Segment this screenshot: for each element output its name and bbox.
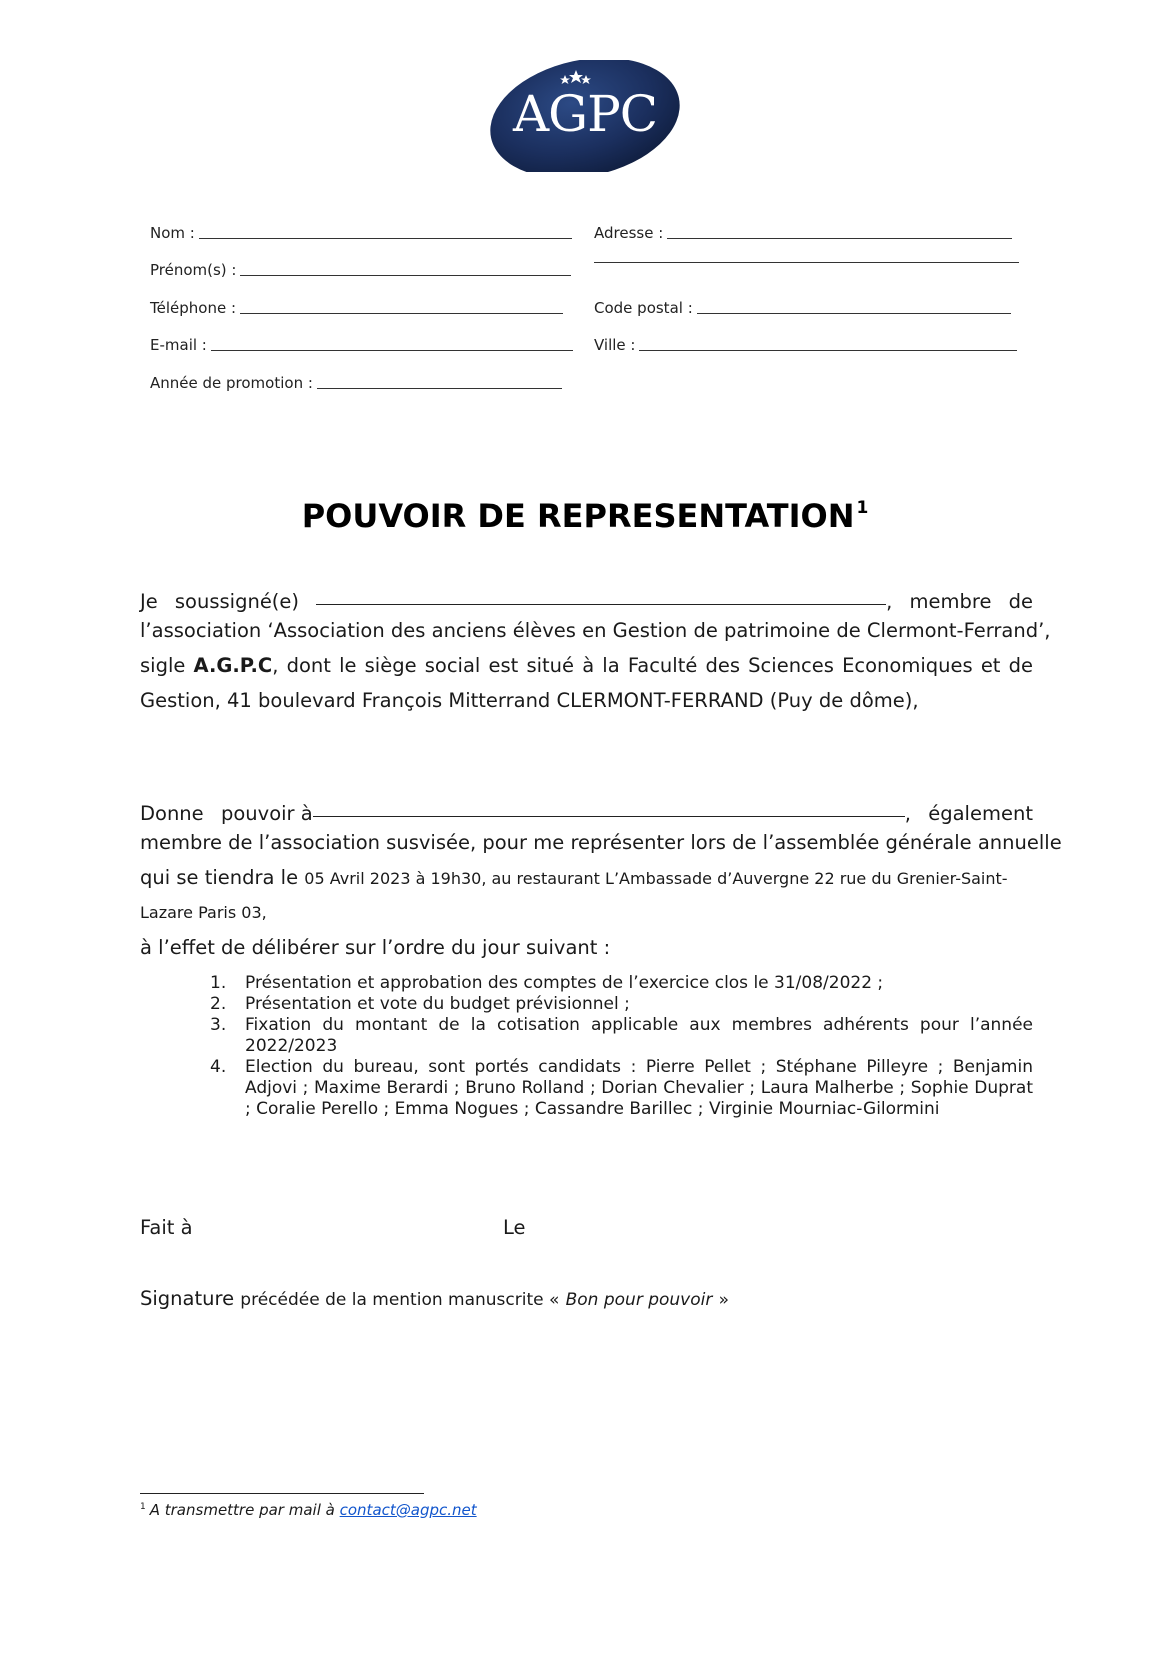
nom-input-line[interactable] (199, 237, 572, 239)
title-footnote-ref: 1 (856, 498, 869, 518)
adresse-input-line[interactable] (667, 237, 1012, 239)
agpc-logo (486, 60, 684, 172)
pouvoir-paragraph (140, 790, 1062, 965)
signature-mention: précédée de la mention manuscrite « (240, 1290, 560, 1310)
adresse-line2-input-line[interactable] (594, 261, 1019, 263)
pouvoir-line-4: Lazare Paris 03, (140, 903, 267, 922)
agenda-number: 3. (210, 1015, 227, 1035)
comma: , (886, 590, 893, 613)
document-title (0, 497, 1170, 535)
telephone-label: Téléphone : (150, 299, 237, 317)
pouvoir-line-3 (140, 860, 1033, 895)
annee-promotion-label: Année de promotion : (150, 374, 313, 392)
agenda-number: 4. (210, 1057, 227, 1077)
annee-promotion-input-line[interactable] (317, 387, 562, 389)
soussigne-line-2: l’association ‘Association des anciens élèves en Gestion de patrimoine de Clermont-Ferrand’, (140, 619, 1051, 642)
soussigne-paragraph (140, 578, 1051, 718)
agenda-list (210, 973, 1033, 1120)
closing-quote: » (718, 1290, 729, 1310)
footnote-text: A transmettre par mail à (149, 1501, 335, 1519)
adresse-label: Adresse : (594, 224, 664, 242)
pouvoir-blank-group[interactable] (221, 802, 911, 825)
pouvoir-line-1 (140, 790, 1033, 825)
soussigne-blank[interactable] (316, 603, 886, 605)
agenda-text: Fixation du montant de la cotisation applicable aux membres adhérents pour l’année 2022/2023 (245, 1015, 1033, 1056)
soussigne-blank-group[interactable] (316, 590, 892, 613)
pouvoir-line-5: à l’effet de délibérer sur l’ordre du jour suivant : (140, 936, 611, 959)
agenda-text: Présentation et approbation des comptes de l’exercice clos le 31/08/2022 ; (245, 973, 884, 993)
signature-instruction (140, 1287, 729, 1310)
word-pouvoir-a: pouvoir à (220, 802, 313, 825)
agenda-number: 2. (210, 994, 227, 1014)
soussigne-line-4: Gestion, 41 boulevard François Mitterrand CLERMONT-FERRAND (Puy de dôme), (140, 689, 919, 712)
fait-a-label: Fait à (140, 1216, 193, 1239)
le-label: Le (503, 1216, 526, 1239)
word-soussigne: soussigné(e) (174, 590, 300, 613)
soussigne-line-1 (140, 578, 1033, 613)
bon-pour-pouvoir: Bon pour pouvoir (565, 1290, 713, 1310)
logo-text: AGPC (513, 85, 657, 143)
agenda-number: 1. (210, 973, 227, 993)
ville-label: Ville : (594, 336, 636, 354)
telephone-input-line[interactable] (240, 312, 563, 314)
email-input-line[interactable] (211, 349, 573, 351)
agenda-item (210, 1057, 1033, 1120)
sigle-text: sigle (140, 654, 186, 677)
word-membre: membre (909, 590, 992, 613)
tiendra-text: qui se tiendra le (140, 866, 299, 889)
agenda-item (210, 1015, 1033, 1057)
prenom-input-line[interactable] (240, 274, 571, 276)
soussigne-line-3 (140, 648, 1033, 683)
date-lieu-text: 05 Avril 2023 à 19h30, au restaurant L’Ambassade d’Auvergne 22 rue du Grenier-Saint- (304, 869, 1008, 888)
signature-label: Signature (140, 1287, 235, 1310)
adresse-field[interactable] (594, 224, 1012, 242)
email-label: E-mail : (150, 336, 207, 354)
agenda-item (210, 994, 1033, 1015)
siege-text: , dont le siège social est situé à la Faculté des Sciences Economiques et de (272, 654, 1033, 677)
mandataire-blank[interactable] (313, 815, 905, 817)
adresse-line2-field[interactable] (594, 261, 1019, 266)
title-text: POUVOIR DE REPRESENTATION (301, 497, 855, 535)
footnote-separator (140, 1493, 424, 1494)
pouvoir-line-2: membre de l’association susvisée, pour me représenter lors de l’assemblée générale annuelle (140, 831, 1062, 854)
telephone-field[interactable] (150, 299, 563, 317)
nom-label: Nom : (150, 224, 195, 242)
ville-field[interactable] (594, 336, 1017, 354)
footnote-number: 1 (140, 1502, 146, 1512)
word-donne: Donne (140, 802, 204, 825)
agenda-text: Election du bureau, sont portés candidats : Pierre Pellet ; Stéphane Pilleyre ; Benjamin Adjovi ; Maxime Berardi ; Bruno Rolland ; Dorian Chevalier ; Laura Malherbe ; Sophie Duprat ; Coralie Perello ; Emma Nogues ; Cassandre Barillec ; Virginie Mourniac-Gilormini (245, 1057, 1033, 1119)
word-je: Je (140, 590, 158, 613)
code-postal-label: Code postal : (594, 299, 693, 317)
code-postal-field[interactable] (594, 299, 1011, 317)
code-postal-input-line[interactable] (697, 312, 1011, 314)
email-field[interactable] (150, 336, 573, 354)
footnote (140, 1501, 477, 1519)
word-de: de (1008, 590, 1033, 613)
word-egalement: également (928, 802, 1033, 825)
agenda-text: Présentation et vote du budget prévisionnel ; (245, 994, 630, 1014)
agenda-item (210, 973, 1033, 994)
sigle-agpc: A.G.P.C (193, 654, 273, 677)
comma: , (904, 802, 911, 825)
ville-input-line[interactable] (639, 349, 1017, 351)
prenom-label: Prénom(s) : (150, 261, 237, 279)
annee-promotion-field[interactable] (150, 374, 562, 392)
prenom-field[interactable] (150, 261, 571, 279)
nom-field[interactable] (150, 224, 572, 242)
contact-email-link[interactable]: contact@agpc.net (339, 1501, 477, 1519)
